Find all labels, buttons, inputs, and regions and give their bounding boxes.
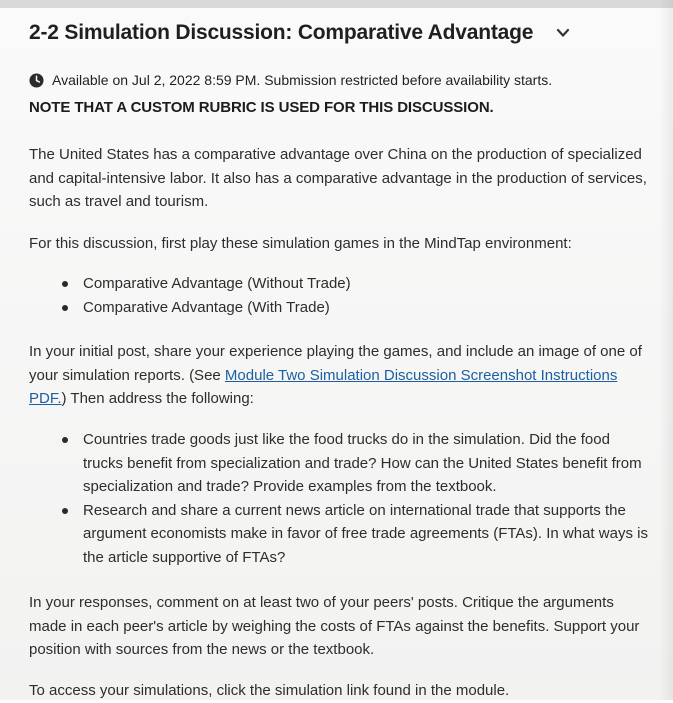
availability-text: Available on Jul 2, 2022 8:59 PM. Submission restricted before availability starts. (52, 72, 553, 88)
simulation-game-list (59, 272, 619, 319)
screenshot-instructions-link[interactable]: Module Two Simulation Discussion Screenshot Instructions PDF. (29, 366, 618, 407)
list-item: Countries trade goods just like the food trucks do in the simulation. Did the food trucks benefit from specialization and trade? How can the United States benefit from specialization and trade? Provide examples from the textbook. (59, 428, 649, 499)
discussion-prompt: For this discussion, first play these simulation games in the MindTap environment: (29, 235, 572, 252)
intro-paragraph: The United States has a comparative advantage over China on the production of specialized and capital-intensive labor. It also has a comparative advantage in the production of services, such as travel and tourism. (29, 146, 647, 210)
availability-notice (29, 70, 552, 90)
initial-post-text: In your initial post, share your experience playing the games, and include an image of one of your simulation reports. (See (29, 343, 642, 384)
list-item: Comparative Advantage (With Trade) (59, 296, 619, 320)
list-item: Research and share a current news article on international trade that supports the argument economists make in favor of free trade agreements (FTAs). In what ways is the article supportive of FTAs? (59, 499, 649, 570)
responses-paragraph: In your responses, comment on at least two of your peers' posts. Critique the arguments made in each peer's article by weighing the costs of FTAs against the benefits. Support your position with sources from the news or the textbook. (29, 594, 640, 658)
top-strip (0, 0, 673, 8)
list-item: Comparative Advantage (Without Trade) (59, 272, 619, 296)
clock-icon (29, 73, 44, 88)
chevron-down-icon[interactable] (556, 26, 570, 40)
initial-post-text-end: ) Then address the following: (61, 390, 254, 407)
page-title: 2-2 Simulation Discussion: Comparative Advantage (29, 21, 534, 44)
discussion-question-list (59, 428, 649, 569)
access-paragraph: To access your simulations, click the simulation link found in the module. (29, 682, 510, 699)
rubric-note: NOTE THAT A CUSTOM RUBRIC IS USED FOR THIS DISCUSSION. (29, 99, 494, 116)
page-shadow (659, 0, 673, 700)
initial-post-instructions (29, 340, 649, 411)
topic-header (29, 18, 589, 48)
